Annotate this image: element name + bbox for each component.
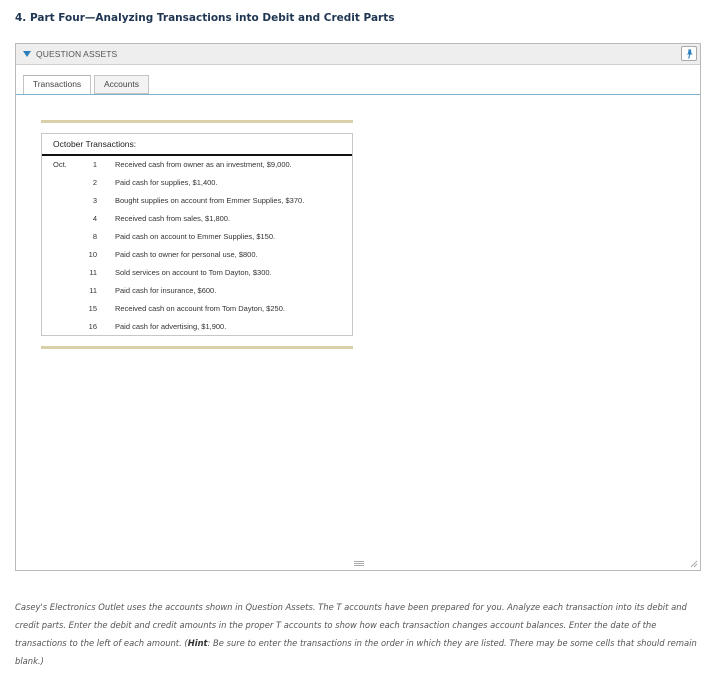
day-cell: 3 (92, 196, 97, 205)
hint-label: Hint (187, 638, 208, 648)
october-transactions-table (41, 133, 353, 336)
description-cell: Paid cash on account to Emmer Supplies, $150. (115, 232, 276, 241)
description-cell: Paid cash for supplies, $1,400. (115, 178, 218, 187)
table-row (42, 211, 352, 229)
day-cell: 8 (92, 232, 97, 241)
transactions-title: October Transactions: (53, 139, 137, 149)
day-cell: 15 (88, 304, 97, 313)
table-row (42, 265, 352, 283)
table-row (42, 157, 352, 175)
top-accent-rule (41, 120, 353, 123)
day-cell: 11 (89, 286, 97, 295)
instructions-text (15, 598, 705, 670)
question-assets-title: QUESTION ASSETS (36, 49, 118, 59)
tab-divider (16, 94, 700, 95)
day-cell: 4 (92, 214, 97, 223)
table-row (42, 247, 352, 265)
day-cell: 2 (92, 178, 97, 187)
day-cell: 16 (88, 322, 97, 331)
pin-icon (685, 49, 694, 59)
corner-resize-icon[interactable] (689, 559, 698, 568)
collapse-triangle-icon[interactable] (23, 51, 31, 57)
day-cell: 1 (92, 160, 97, 169)
question-assets-header[interactable] (16, 44, 700, 65)
bottom-accent-rule (41, 346, 353, 349)
resize-grip-icon[interactable] (354, 561, 364, 567)
day-cell: 10 (88, 250, 97, 259)
description-cell: Received cash from sales, $1,800. (115, 214, 231, 223)
table-row (42, 319, 352, 337)
description-cell: Sold services on account to Tom Dayton, $300. (115, 268, 272, 277)
table-row (42, 301, 352, 319)
table-row (42, 229, 352, 247)
page-heading: 4. Part Four—Analyzing Transactions into Debit and Credit Parts (15, 12, 395, 24)
table-row (42, 283, 352, 301)
description-cell: Paid cash to owner for personal use, $800. (115, 250, 258, 259)
description-cell: Paid cash for insurance, $600. (115, 286, 217, 295)
description-cell: Received cash from owner as an investment, $9,000. (115, 160, 292, 169)
tab-transactions[interactable]: Transactions (23, 75, 91, 95)
description-cell: Bought supplies on account from Emmer Supplies, $370. (115, 196, 305, 205)
instructions-hint-text: : Be sure to enter the transactions in the order in which they are listed. There may be some cells that should remain blank.) (15, 638, 697, 666)
title-rule (42, 154, 352, 156)
description-cell: Paid cash for advertising, $1,900. (115, 322, 227, 331)
question-assets-panel (15, 43, 701, 571)
instructions-main: Casey's Electronics Outlet uses the accounts shown in Question Assets. The T accounts have been prepared for you. Analyze each transaction into its debit and credit parts. Enter the debit and credit amounts in the proper T accounts to show how each transaction changes account balances. Enter the date of the transactions to the left of each amount. ( (15, 602, 687, 648)
table-row (42, 193, 352, 211)
tab-accounts[interactable]: Accounts (94, 75, 149, 94)
day-cell: 11 (89, 268, 97, 277)
pin-button[interactable] (681, 46, 697, 61)
table-row (42, 175, 352, 193)
description-cell: Received cash on account from Tom Dayton, $250. (115, 304, 285, 313)
month-cell: Oct. (53, 160, 67, 169)
